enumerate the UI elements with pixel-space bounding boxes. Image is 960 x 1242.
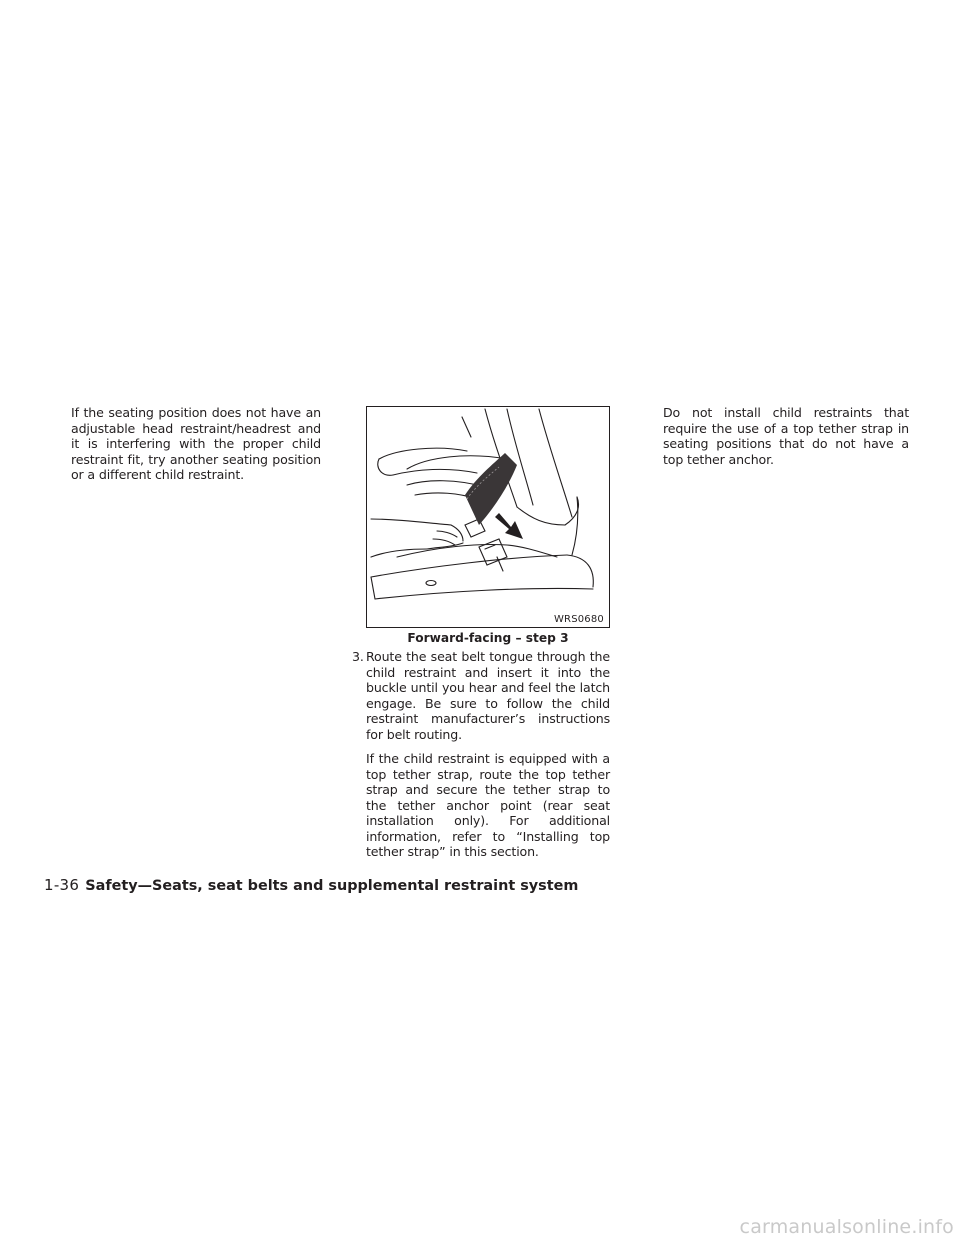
step-item <box>352 649 610 860</box>
right-column-paragraph: Do not install child restraints that require the use of a top tether strap in seating positions that do not have a top tether anchor. <box>663 405 909 467</box>
figure-code: WRS0680 <box>553 614 604 625</box>
seat-belt-illustration <box>367 407 611 629</box>
figure-caption: Forward-facing – step 3 <box>407 631 569 645</box>
section-title: Safety—Seats, seat belts and supplemental restraint system <box>85 878 579 894</box>
watermark: carmanualsonline.info <box>739 1216 954 1238</box>
step-note: If the child restraint is equipped with a top tether strap, route the top tether strap and secure the tether strap to the tether anchor point (rear seat installation only). For additional information, refer to “Installing top tether strap” in this section. <box>366 751 610 859</box>
page-number: 1-36 <box>44 876 80 894</box>
left-column-paragraph: If the seating position does not have an adjustable head restraint/headrest and it is interfering with the proper child restraint fit, try another seating position or a different child restraint. <box>71 405 321 482</box>
step-text: Route the seat belt tongue through the child restraint and insert it into the buckle until you hear and feel the latch engage. Be sure to follow the child restraint manufacturer’s instructions for belt routing. <box>366 649 610 742</box>
step-number: 3. <box>352 649 364 664</box>
page-footer <box>44 876 578 894</box>
figure-illustration <box>366 406 610 628</box>
step-body <box>366 649 610 860</box>
